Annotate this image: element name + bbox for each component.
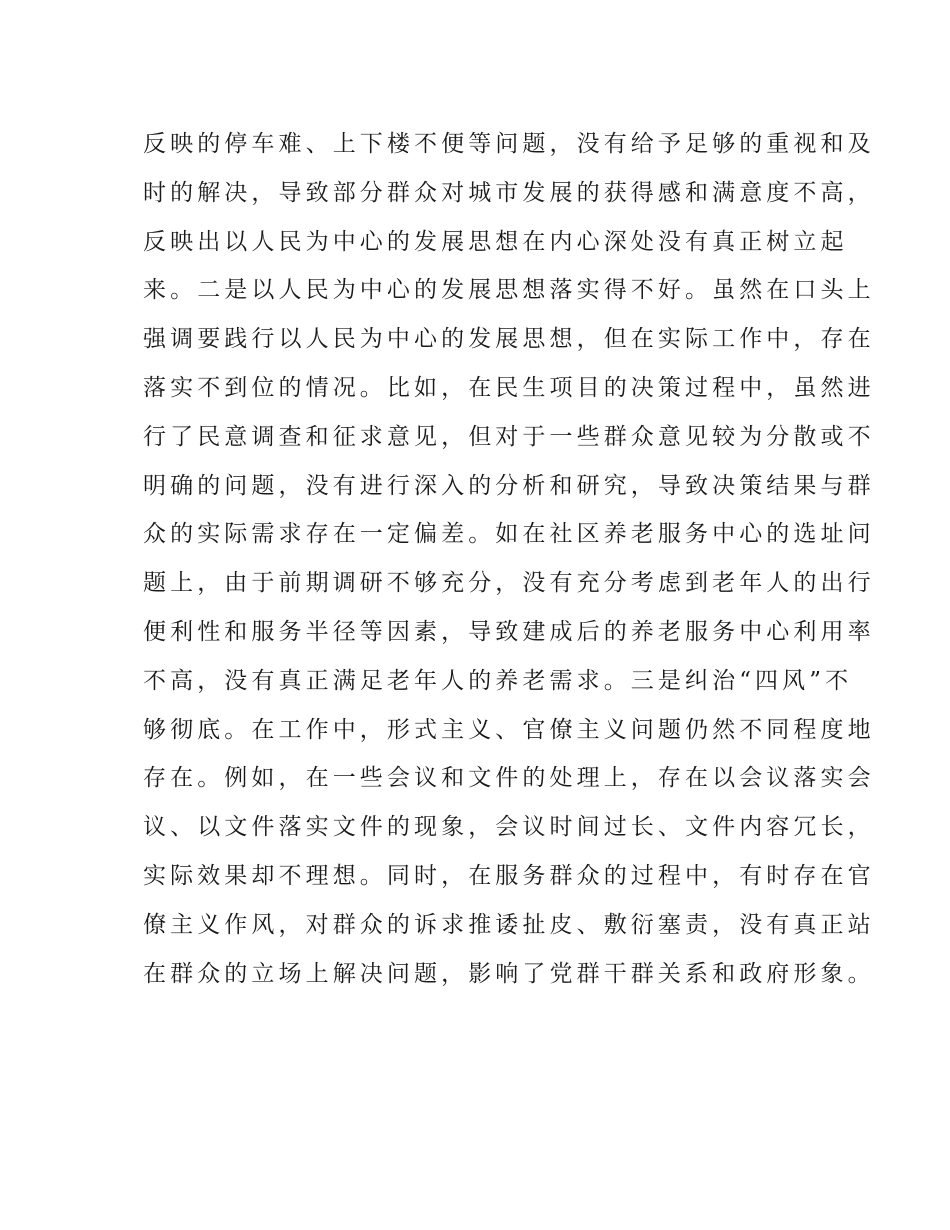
text-line: 实际效果却不理想。同时，在服务群众的过程中，有时存在官 [143, 862, 875, 889]
text-line: 时的解决，导致部分群众对城市发展的获得感和满意度不高， [143, 179, 875, 206]
text-line: 便利性和服务半径等因素，导致建成后的养老服务中心利用率 [143, 618, 875, 645]
text-line: 题上，由于前期调研不够充分，没有充分考虑到老年人的出行 [143, 570, 875, 597]
text-line: 来。二是以人民为中心的发展思想落实得不好。虽然在口头上 [143, 277, 875, 304]
text-line: 存在。例如，在一些会议和文件的处理上，存在以会议落实会 [143, 765, 875, 792]
text-line: 反映出以人民为中心的发展思想在内心深处没有真正树立起 [143, 228, 848, 255]
text-line: 不高，没有真正满足老年人的养老需求。三是纠治“四风”不 [143, 667, 853, 694]
text-line: 强调要践行以人民为中心的发展思想，但在实际工作中，存在 [143, 326, 875, 353]
text-line: 众的实际需求存在一定偏差。如在社区养老服务中心的选址问 [143, 521, 875, 548]
text-line: 僚主义作风，对群众的诉求推诿扯皮、敷衍塞责，没有真正站 [143, 911, 875, 938]
text-line: 议、以文件落实文件的现象，会议时间过长、文件内容冗长， [143, 814, 875, 841]
body-paragraph [143, 120, 875, 998]
text-line: 在群众的立场上解决问题，影响了党群干群关系和政府形象。 [143, 960, 875, 987]
text-line: 落实不到位的情况。比如，在民生项目的决策过程中，虽然进 [143, 374, 875, 401]
text-line: 行了民意调查和征求意见，但对于一些群众意见较为分散或不 [143, 423, 875, 450]
text-line: 明确的问题，没有进行深入的分析和研究，导致决策结果与群 [143, 472, 875, 499]
text-line: 反映的停车难、上下楼不便等问题，没有给予足够的重视和及 [143, 131, 875, 157]
text-line: 够彻底。在工作中，形式主义、官僚主义问题仍然不同程度地 [143, 716, 875, 743]
